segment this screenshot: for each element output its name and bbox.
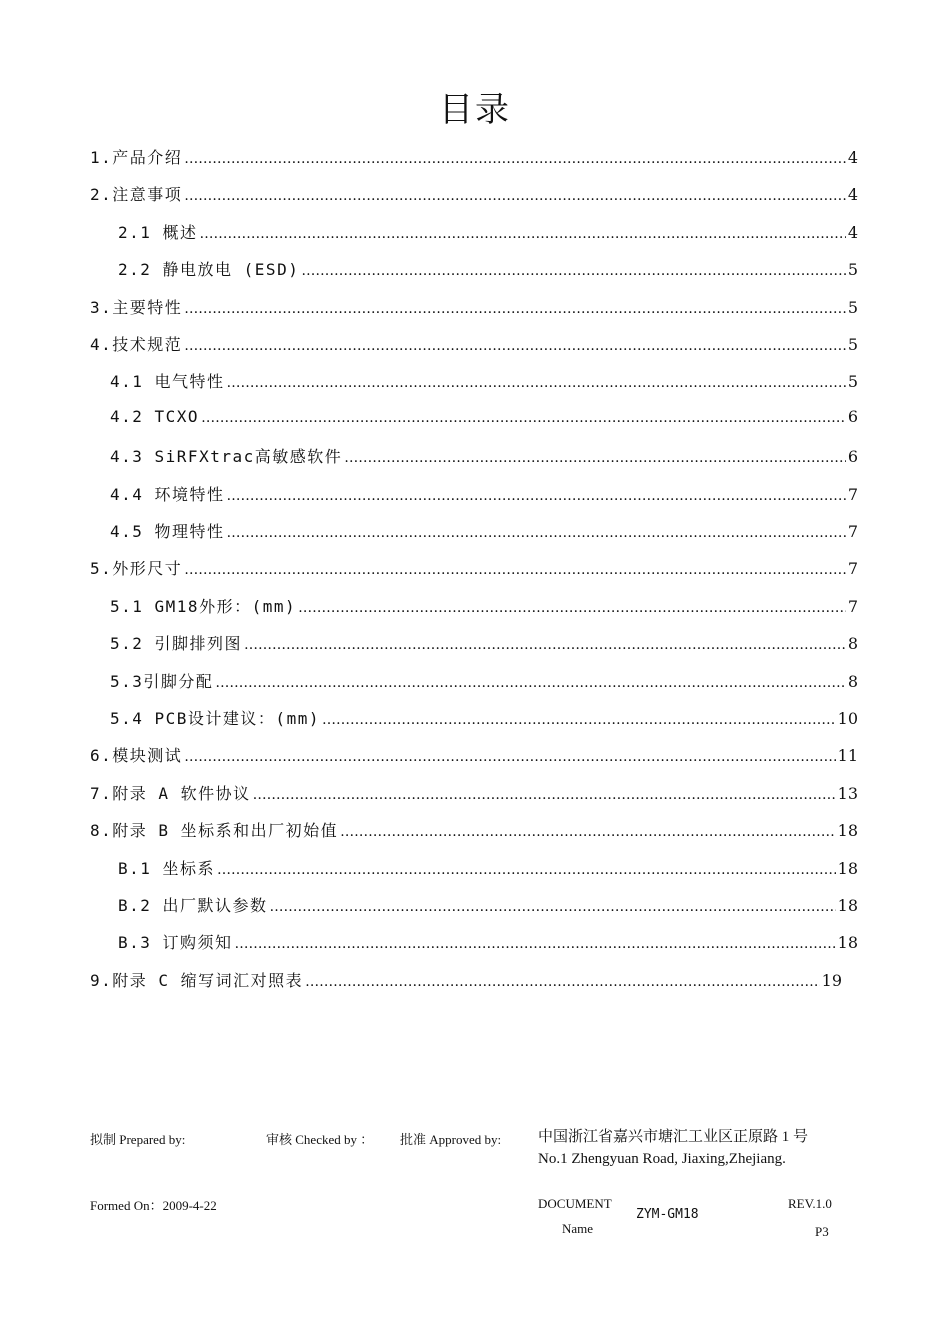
toc-dot-leader (184, 301, 846, 317)
toc-dot-leader (227, 488, 846, 504)
toc-entry[interactable] (110, 594, 858, 624)
toc-dot-leader (244, 637, 846, 653)
toc-dot-leader (184, 151, 846, 167)
toc-dot-leader (200, 226, 846, 242)
toc-dot-leader (298, 600, 846, 616)
toc-entry[interactable] (110, 519, 858, 549)
page-title: 目录 (439, 90, 511, 130)
toc-entry-label: 4.技术规范 (90, 335, 183, 354)
toc-entry-label: 2.1 概述 (118, 223, 198, 242)
toc-entry-page: 5 (847, 298, 858, 317)
toc-entry-page: 5 (847, 335, 858, 354)
toc-dot-leader (184, 749, 835, 765)
toc-entry-label: B.3 订购须知 (118, 933, 233, 952)
toc-entry-page: 19 (821, 971, 842, 990)
approved-by-label: 批准 Approved by: (400, 1132, 502, 1147)
toc-dot-leader (184, 562, 846, 578)
toc-entry-page: 4 (847, 223, 858, 242)
toc-entry[interactable] (118, 220, 858, 250)
toc-entry-page: 8 (847, 634, 858, 653)
toc-entry-label: 5.3引脚分配 (110, 672, 214, 691)
toc-entry-label: 7.附录 A 软件协议 (90, 784, 251, 803)
toc-entry-label: 9.附录 C 缩写词汇对照表 (90, 971, 304, 990)
toc-entry[interactable] (118, 257, 858, 287)
toc-dot-leader (253, 787, 836, 803)
toc-entry[interactable] (110, 669, 858, 699)
toc-entry[interactable] (90, 556, 858, 586)
toc-entry[interactable] (90, 332, 858, 362)
toc-entry-page: 4 (847, 148, 858, 167)
toc-entry-page: 7 (847, 597, 858, 616)
toc-entry-page: 8 (847, 672, 858, 691)
toc-entry-label: 4.2 TCXO (110, 407, 200, 426)
toc-entry[interactable] (110, 407, 858, 437)
toc-dot-leader (184, 338, 846, 354)
document-name: ZYM-GM18 (636, 1207, 699, 1222)
toc-entry-page: 18 (837, 896, 858, 915)
toc-entry[interactable] (110, 444, 858, 474)
toc-entry[interactable] (90, 145, 858, 175)
toc-entry-page: 4 (847, 185, 858, 204)
toc-entry-page: 5 (847, 372, 858, 391)
toc-entry-label: B.1 坐标系 (118, 859, 216, 878)
toc-dot-leader (235, 936, 836, 952)
toc-entry-label: 5.1 GM18外形：(mm) (110, 597, 297, 616)
toc-entry[interactable] (90, 182, 858, 212)
toc-entry-label: 2.2 静电放电 (ESD) (118, 260, 300, 279)
toc-dot-leader (301, 263, 845, 279)
toc-dot-leader (227, 525, 846, 541)
toc-entry-label: 4.3 SiRFXtrac高敏感软件 (110, 447, 343, 466)
name-label: Name (562, 1221, 594, 1236)
toc-dot-leader (217, 862, 836, 878)
toc-entry-page: 18 (837, 859, 858, 878)
toc-dot-leader (340, 824, 835, 840)
toc-entry-label: B.2 出厂默认参数 (118, 896, 268, 915)
toc-entry[interactable] (118, 930, 858, 960)
toc-entry-label: 4.1 电气特性 (110, 372, 225, 391)
toc-entry[interactable] (110, 706, 858, 736)
prepared-by-label: 拟制 Prepared by: (90, 1132, 186, 1147)
revision-number: REV.1.0 (788, 1196, 832, 1211)
toc-dot-leader (270, 899, 836, 915)
toc-entry-page: 7 (847, 485, 858, 504)
toc-entry-page: 6 (847, 447, 858, 466)
toc-entry-label: 3.主要特性 (90, 298, 183, 317)
toc-entry-page: 10 (837, 709, 858, 728)
toc-entry[interactable] (110, 482, 858, 512)
toc-entry-page: 18 (837, 821, 858, 840)
toc-entry[interactable] (90, 968, 842, 998)
toc-dot-leader (215, 675, 845, 691)
toc-dot-leader (184, 188, 846, 204)
document-label: DOCUMENT (538, 1196, 612, 1211)
toc-entry-page: 5 (847, 260, 858, 279)
toc-entry-label: 4.5 物理特性 (110, 522, 225, 541)
toc-dot-leader (201, 410, 846, 426)
toc-entry[interactable] (90, 743, 858, 773)
toc-entry-label: 6.模块测试 (90, 746, 183, 765)
toc-entry-page: 7 (847, 559, 858, 578)
formed-on-date: Formed On：2009-4-22 (90, 1198, 217, 1213)
toc-dot-leader (344, 450, 846, 466)
toc-entry-label: 1.产品介绍 (90, 148, 183, 167)
toc-entry-label: 2.注意事项 (90, 185, 183, 204)
toc-entry-label: 5.2 引脚排列图 (110, 634, 243, 653)
toc-entry[interactable] (118, 856, 858, 886)
toc-entry-label: 5.外形尺寸 (90, 559, 183, 578)
toc-dot-leader (322, 712, 836, 728)
toc-entry[interactable] (110, 369, 858, 399)
checked-by-label: 审核 Checked by ： (266, 1132, 374, 1147)
toc-entry[interactable] (90, 818, 858, 848)
toc-entry[interactable] (90, 781, 858, 811)
toc-entry-page: 18 (837, 933, 858, 952)
toc-entry-label: 5.4 PCB设计建议：(mm) (110, 709, 320, 728)
toc-dot-leader (305, 974, 819, 990)
toc-entry-label: 8.附录 B 坐标系和出厂初始值 (90, 821, 339, 840)
page-number: P3 (815, 1224, 829, 1239)
toc-entry[interactable] (90, 295, 858, 325)
toc-dot-leader (227, 375, 846, 391)
toc-entry[interactable] (118, 893, 858, 923)
toc-entry-page: 6 (847, 407, 858, 426)
toc-entry[interactable] (110, 631, 858, 661)
toc-entry-page: 13 (837, 784, 858, 803)
company-address-en: No.1 Zhengyuan Road, Jiaxing,Zhejiang. (538, 1151, 786, 1167)
company-address-cn: 中国浙江省嘉兴市塘汇工业区正原路 1 号 (538, 1129, 809, 1145)
toc-entry-page: 7 (847, 522, 858, 541)
toc-entry-label: 4.4 环境特性 (110, 485, 225, 504)
toc-entry-page: 11 (837, 746, 858, 765)
